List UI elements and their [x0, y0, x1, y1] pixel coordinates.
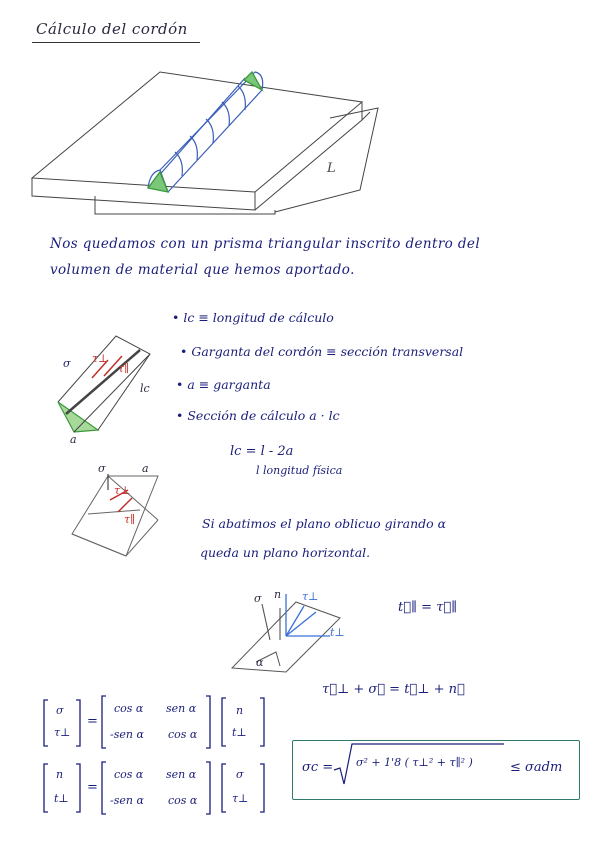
bullet-4: • Sección de cálculo a · lc: [176, 408, 340, 423]
matrix1-m22: cos α: [168, 728, 198, 741]
matrix2-equals: =: [87, 780, 98, 795]
final-formula-rhs: ≤ σadm: [510, 760, 563, 775]
diagram3-t-perp-label: t⊥: [330, 626, 345, 639]
diagram3-sigma-label: σ: [254, 592, 262, 605]
matrix2-rhs-1: σ: [236, 768, 244, 781]
matrix1-m12: sen α: [166, 702, 197, 715]
diagram3-alpha-label: α: [256, 656, 264, 669]
prism-lc-label: lc: [140, 382, 150, 395]
diagram3-n-label: n: [274, 588, 282, 601]
matrix1-equals: =: [87, 714, 98, 729]
matrix2-m21: -sen α: [110, 794, 144, 807]
bullet-dot-icon: •: [172, 310, 184, 325]
final-formula-lhs: σc =: [302, 760, 334, 775]
rotation-line-2: queda un plano horizontal.: [200, 545, 371, 560]
matrix1-lhs-2: τ⊥: [54, 726, 71, 739]
bullet-dot-icon: •: [176, 408, 188, 423]
intro-line-2: volumen de material que hemos aportado.: [50, 262, 355, 278]
diagram3-tau-perp-label: τ⊥: [302, 590, 319, 603]
prism-a-label: a: [70, 433, 77, 446]
matrix2-lhs-1: n: [56, 768, 64, 781]
rotation-line-1: Si abatimos el plano oblicuo girando α: [202, 516, 447, 531]
matrix1-rhs-1: n: [236, 704, 244, 717]
matrix1-m11: cos α: [114, 702, 144, 715]
prism-tau-perp-label: τ⊥: [92, 352, 109, 365]
matrix1-lhs-1: σ: [56, 704, 64, 717]
matrix2-m22: cos α: [168, 794, 198, 807]
prism2-tau-perp-label: τ⊥: [114, 484, 131, 497]
final-formula-radicand: σ² + 1'8 ( τ⊥² + τ∥² ): [356, 756, 473, 769]
prism-sigma-label: σ: [63, 357, 71, 370]
bullet-dot-icon: •: [180, 344, 192, 359]
matrix2-m12: sen α: [166, 768, 197, 781]
formula-lc: lc = l - 2a: [230, 444, 294, 459]
bullet-dot-icon: •: [176, 377, 188, 392]
matrix1-rhs-2: t⊥: [232, 726, 247, 739]
matrix2-rhs-2: τ⊥: [232, 792, 249, 805]
prism2-sigma-label: σ: [98, 462, 106, 475]
prism-tau-par-label: τ∥: [118, 362, 130, 375]
prism2-tau-par-label: τ∥: [124, 513, 136, 526]
vector-equation-2: τ⃗⊥ + σ⃗ = t⃗⊥ + n⃗: [322, 682, 465, 697]
prism2-a-label: a: [142, 462, 149, 475]
page-title: Cálculo del cordón: [36, 20, 188, 38]
matrix2-m11: cos α: [114, 768, 144, 781]
length-label: L: [327, 161, 336, 176]
bullet-1: • lc ≡ longitud de cálculo: [172, 310, 334, 325]
matrix2-lhs-2: t⊥: [54, 792, 69, 805]
bullet-2: • Garganta del cordón ≡ sección transversal: [180, 344, 464, 359]
formula-lc-note: l longitud física: [256, 464, 343, 477]
intro-line-1: Nos quedamos con un prisma triangular inscrito dentro del: [50, 236, 481, 252]
vector-equation-1: t⃗∥ = τ⃗∥: [398, 600, 458, 615]
matrix1-m21: -sen α: [110, 728, 144, 741]
bullet-3: • a ≡ garganta: [176, 377, 271, 392]
